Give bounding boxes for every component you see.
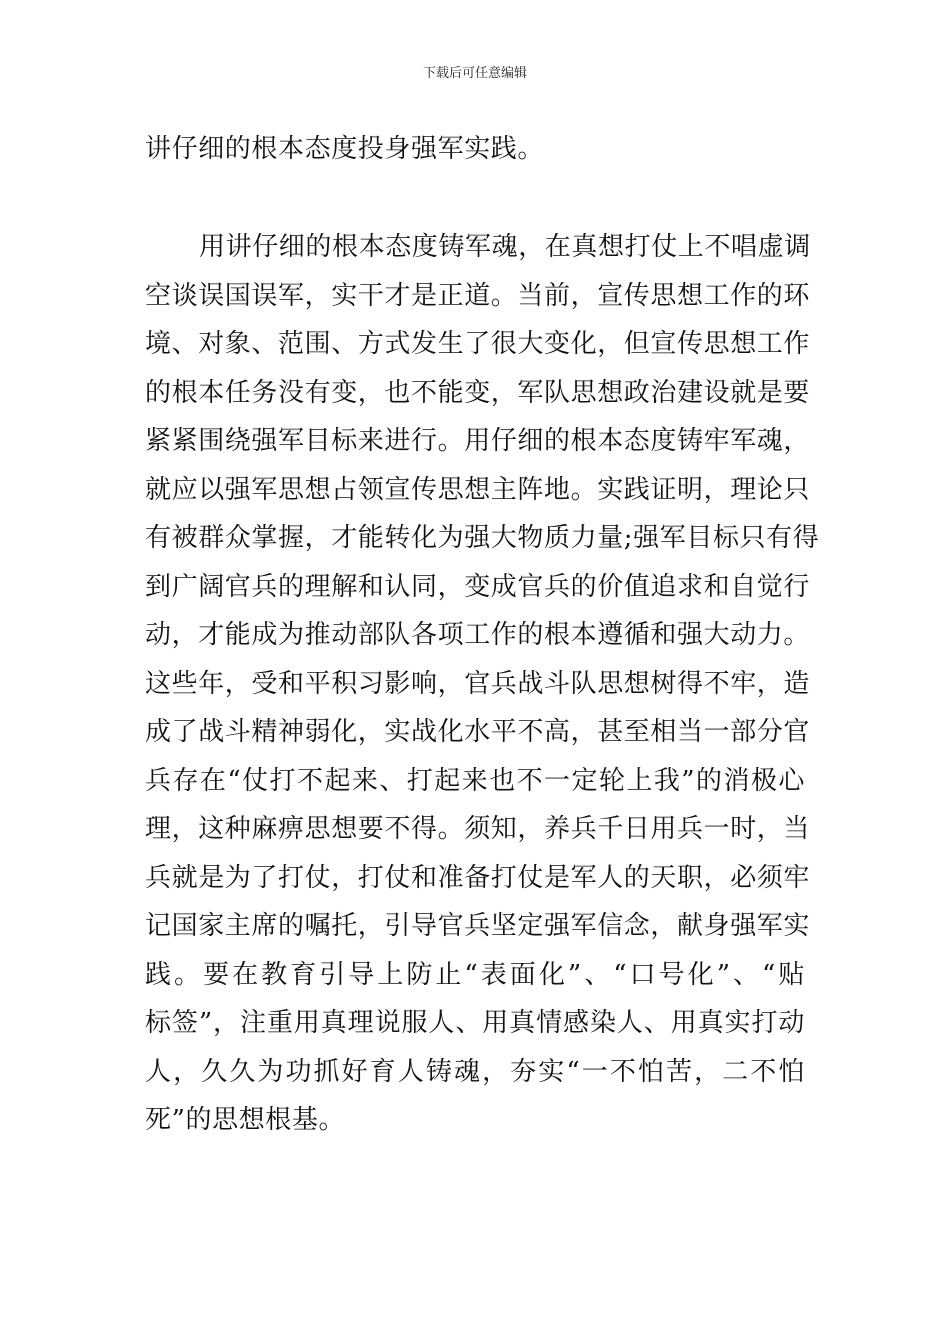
text-line: 兵就是为了打仗，打仗和准备打仗是军人的天职，必须牢 [145,862,811,893]
text-line: 到广阔官兵的理解和认同，变成官兵的价值追求和自觉行 [145,571,811,602]
text-line: 这些年，受和平积习影响，官兵战斗队思想树得不牢，造 [145,668,811,699]
text-line: 的根本任务没有变，也不能变，军队思想政治建设就是要 [145,377,811,408]
text-line: 兵存在“仗打不起来、打起来也不一定轮上我”的消极心 [145,765,805,796]
text-line: 境、对象、范围、方式发生了很大变化，但宣传思想工作 [145,329,811,359]
text-line: 标签”，注重用真理说服人、用真情感染人、用真实打动 [145,1008,805,1038]
text-line: 就应以强军思想占领宣传思想主阵地。实践证明，理论只 [145,474,811,505]
text-line: 人，久久为功抓好育人铸魂，夯实“一不怕苦，二不怕 [145,1056,805,1087]
text-line: 有被群众掌握，才能转化为强大物质力量;强军目标只有得 [145,523,820,553]
main-paragraph [145,223,820,1145]
page-header-note: 下载后可任意编辑 [422,66,527,81]
text-line: 践。要在教育引导上防止“表面化”、“口号化”、“贴 [145,959,805,990]
text-line: 讲仔细的根本态度投身强军实践。 [145,134,545,164]
text-line: 空谈误国误军，实干才是正道。当前，宣传思想工作的环 [145,280,811,311]
text-line: 动，才能成为推动部队各项工作的根本遵循和强大动力。 [145,620,811,650]
text-line: 死”的思想根基。 [145,1105,346,1135]
text-line: 记国家主席的嘱托，引导官兵坚定强军信念，献身强军实 [145,911,811,941]
text-line: 理，这种麻痹思想要不得。须知，养兵千日用兵一时，当 [145,814,811,844]
text-line: 紧紧围绕强军目标来进行。用仔细的根本态度铸牢军魂， [145,426,811,456]
text-line: 用讲仔细的根本态度铸军魂，在真想打仗上不唱虚调 [199,232,811,262]
continuation-paragraph [145,125,805,174]
text-line: 成了战斗精神弱化，实战化水平不高，甚至相当一部分官 [145,717,811,747]
